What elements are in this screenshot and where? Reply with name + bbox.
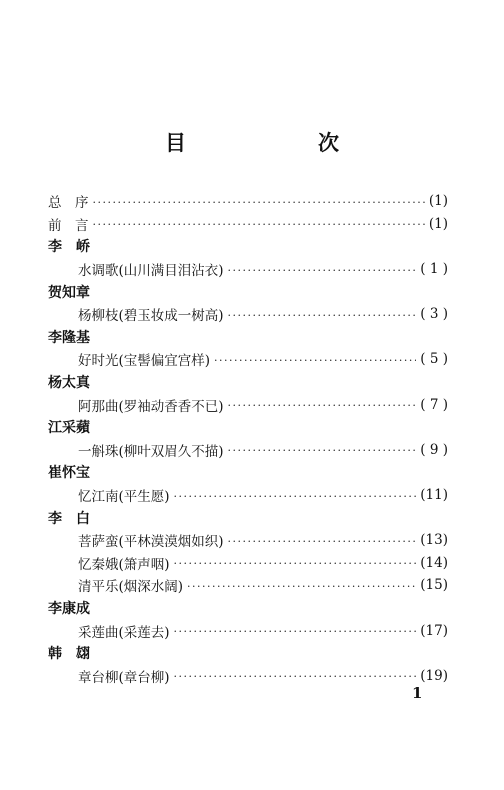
toc-entry-label: 阿那曲(罗袖动香香不已) xyxy=(78,398,224,415)
toc-entry-label: 菩萨蛮(平林漠漠烟如织) xyxy=(78,534,224,551)
author-name: 李隆基 xyxy=(48,329,90,346)
toc-page-number: ( 5 ) xyxy=(420,351,448,368)
page-title: 目 次 xyxy=(165,131,369,155)
dot-leader xyxy=(93,218,425,231)
toc-entry[interactable] xyxy=(48,574,448,597)
toc-entry[interactable] xyxy=(48,439,448,462)
toc-page-number: (15) xyxy=(420,577,448,594)
toc-entry[interactable] xyxy=(48,619,448,642)
author-name: 李 峤 xyxy=(48,239,90,256)
author-name: 贺知章 xyxy=(48,284,90,301)
toc-author-heading xyxy=(48,235,448,258)
page-number: 1 xyxy=(412,684,423,702)
toc-entry-label: 前 言 xyxy=(48,217,89,234)
toc-entry-label: 忆江南(平生愿) xyxy=(78,489,170,506)
toc-page-number: (1) xyxy=(428,193,448,210)
toc-entry-label: 忆秦娥(箫声咽) xyxy=(78,556,170,573)
toc-page-number: (1) xyxy=(428,215,448,232)
toc-entry-label: 水调歌(山川满目泪沾衣) xyxy=(78,263,224,280)
author-name: 李康成 xyxy=(48,600,90,617)
dot-leader xyxy=(174,670,417,683)
toc-author-heading xyxy=(48,416,448,439)
dot-leader xyxy=(228,264,417,277)
toc-entry-label: 一斛珠(柳叶双眉久不描) xyxy=(78,443,224,460)
toc-entry[interactable] xyxy=(48,484,448,507)
toc-entry[interactable] xyxy=(48,258,448,281)
toc-entry-label: 章台柳(章台柳) xyxy=(78,669,170,686)
toc-page-number: ( 1 ) xyxy=(420,261,448,278)
dot-leader xyxy=(228,444,417,457)
author-name: 李 白 xyxy=(48,510,90,527)
toc-author-heading xyxy=(48,326,448,349)
toc-page-number: ( 3 ) xyxy=(420,306,448,323)
author-name: 江采蘋 xyxy=(48,420,90,437)
toc-entry-label: 总 序 xyxy=(48,195,89,212)
dot-leader xyxy=(214,354,416,367)
author-name: 杨太真 xyxy=(48,375,90,392)
toc-page-number: (19) xyxy=(420,667,448,684)
toc-entry[interactable] xyxy=(48,348,448,371)
toc-author-heading xyxy=(48,371,448,394)
table-of-contents xyxy=(48,190,448,687)
dot-leader xyxy=(187,580,416,593)
toc-entry[interactable] xyxy=(48,393,448,416)
toc-page-number: (17) xyxy=(420,622,448,639)
dot-leader xyxy=(93,196,425,209)
toc-page-number: (11) xyxy=(420,487,448,504)
toc-author-heading xyxy=(48,461,448,484)
toc-page-number: (14) xyxy=(420,554,448,571)
toc-author-heading xyxy=(48,642,448,665)
author-name: 崔怀宝 xyxy=(48,465,90,482)
dot-leader xyxy=(228,535,417,548)
dot-leader xyxy=(174,557,417,570)
toc-page-number: ( 7 ) xyxy=(420,396,448,413)
toc-author-heading xyxy=(48,280,448,303)
toc-entry[interactable] xyxy=(48,664,448,687)
dot-leader xyxy=(228,399,417,412)
toc-author-heading xyxy=(48,506,448,529)
toc-entry[interactable] xyxy=(48,303,448,326)
toc-front-entry[interactable] xyxy=(48,190,448,213)
toc-entry-label: 采莲曲(采莲去) xyxy=(78,624,170,641)
toc-entry[interactable] xyxy=(48,529,448,552)
toc-page-number: ( 9 ) xyxy=(420,441,448,458)
author-name: 韩 翃 xyxy=(48,646,90,663)
dot-leader xyxy=(174,490,417,503)
toc-page-number: (13) xyxy=(420,532,448,549)
toc-entry[interactable] xyxy=(48,552,448,575)
dot-leader xyxy=(228,309,417,322)
toc-entry-label: 清平乐(烟深水阔) xyxy=(78,579,184,596)
toc-front-entry[interactable] xyxy=(48,213,448,236)
dot-leader xyxy=(174,625,417,638)
toc-entry-label: 好时光(宝髻偏宜宫样) xyxy=(78,353,211,370)
toc-entry-label: 杨柳枝(碧玉妆成一树高) xyxy=(78,308,224,325)
toc-author-heading xyxy=(48,597,448,620)
